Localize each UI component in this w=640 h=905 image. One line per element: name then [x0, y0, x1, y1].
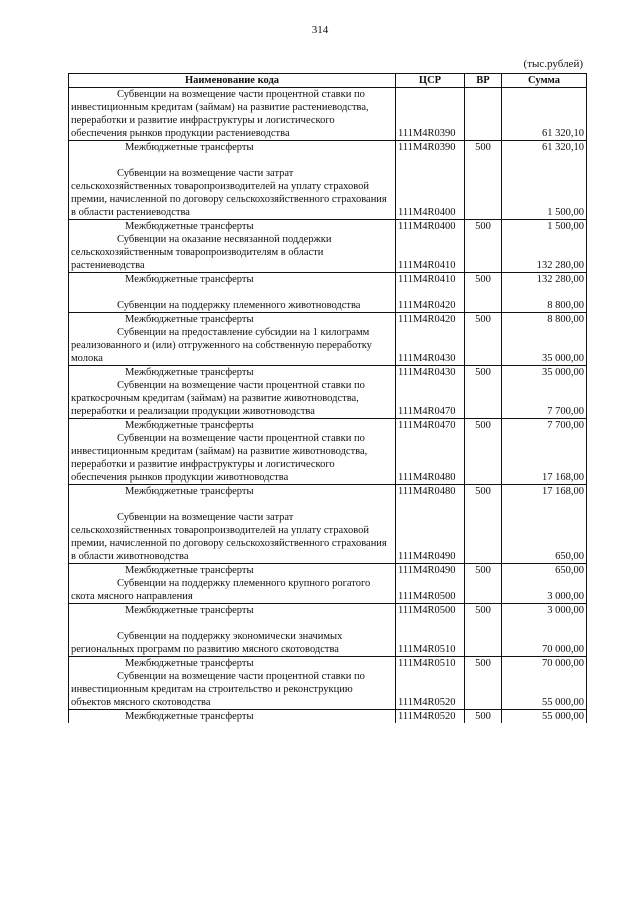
table-row-item — [69, 326, 587, 366]
cell-csr: 111M4R0480 — [396, 485, 465, 499]
cell-vr: 500 — [465, 564, 502, 578]
cell-vr — [465, 154, 502, 220]
cell-name-text: Субвенции на поддержку племенного животноводства — [117, 300, 361, 311]
table-row-transfer — [69, 419, 587, 433]
cell-sum: 8 800,00 — [502, 313, 587, 327]
header-csr: ЦСР — [396, 74, 465, 88]
table-row-transfer — [69, 141, 587, 155]
cell-name — [69, 154, 396, 220]
cell-csr: 111M4R0430 — [396, 326, 465, 366]
cell-name-text: Субвенции на оказание несвязанной поддержки сельскохозяйственным товаропроизводителям в области растениеводства — [71, 234, 332, 271]
cell-vr — [465, 577, 502, 604]
cell-name — [69, 617, 396, 657]
cell-name-text: Межбюджетные трансферты — [125, 274, 254, 285]
cell-name-text: Субвенции на возмещение части процентной ставки по инвестиционным кредитам (займам) на развитие растениеводства, переработки и развитие инфраструктуры и логистического обеспечения рынков продукции растениеводства — [71, 89, 369, 139]
table-row-item — [69, 432, 587, 485]
table-row-item — [69, 154, 587, 220]
table-header — [69, 74, 587, 88]
cell-vr — [465, 617, 502, 657]
cell-csr: 111M4R0420 — [396, 313, 465, 327]
cell-sum: 1 500,00 — [502, 220, 587, 234]
cell-sum: 650,00 — [502, 498, 587, 564]
cell-name — [69, 273, 396, 287]
cell-name-text: Субвенции на поддержку племенного крупного рогатого скота мясного направления — [71, 578, 371, 602]
cell-sum: 55 000,00 — [502, 670, 587, 710]
cell-name-text: Межбюджетные трансферты — [125, 420, 254, 431]
cell-name — [69, 313, 396, 327]
cell-name-text: Субвенции на возмещение части процентной ставки по краткосрочным кредитам (займам) на развитие животноводства, переработки и реализации продукции животноводства — [71, 380, 365, 417]
cell-vr — [465, 286, 502, 313]
cell-sum: 650,00 — [502, 564, 587, 578]
cell-csr: 111M4R0510 — [396, 657, 465, 671]
table-body — [69, 88, 587, 724]
table-row-item — [69, 498, 587, 564]
cell-vr: 500 — [465, 366, 502, 380]
cell-name-text: Субвенции на возмещение части процентной ставки по инвестиционным кредитам (займам) на развитие животноводства, переработки и развитие инфраструктуры и логистического обеспечения рынков продукции животноводства — [71, 433, 368, 483]
cell-name — [69, 379, 396, 419]
cell-csr: 111M4R0400 — [396, 154, 465, 220]
cell-name — [69, 432, 396, 485]
cell-sum: 7 700,00 — [502, 379, 587, 419]
cell-name-text: Межбюджетные трансферты — [125, 142, 254, 153]
cell-sum: 132 280,00 — [502, 273, 587, 287]
cell-name — [69, 564, 396, 578]
cell-csr: 111M4R0390 — [396, 141, 465, 155]
cell-sum: 55 000,00 — [502, 710, 587, 724]
table-row-item — [69, 379, 587, 419]
budget-table — [68, 73, 587, 723]
header-name: Наименование кода — [69, 74, 396, 88]
cell-csr: 111M4R0500 — [396, 604, 465, 618]
cell-csr: 111M4R0490 — [396, 564, 465, 578]
cell-csr: 111M4R0400 — [396, 220, 465, 234]
cell-sum: 1 500,00 — [502, 154, 587, 220]
cell-sum: 35 000,00 — [502, 366, 587, 380]
cell-name-text: Межбюджетные трансферты — [125, 711, 254, 722]
table-row-item — [69, 670, 587, 710]
cell-name-text: Субвенции на возмещение части затрат сельскохозяйственных товаропроизводителей на уплату страховой премии, начисленной по договору сельскохозяйственного страхования в области животноводства — [71, 512, 387, 562]
cell-csr: 111M4R0420 — [396, 286, 465, 313]
cell-name-text: Субвенции на предоставление субсидии на 1 килограмм реализованного и (или) отгруженного на собственную переработку молока — [71, 327, 372, 364]
cell-vr — [465, 432, 502, 485]
cell-sum: 132 280,00 — [502, 233, 587, 273]
cell-name — [69, 604, 396, 618]
cell-sum: 70 000,00 — [502, 617, 587, 657]
cell-name — [69, 286, 396, 313]
cell-vr: 500 — [465, 313, 502, 327]
cell-csr: 111M4R0470 — [396, 379, 465, 419]
units-label: (тыс.рублей) — [523, 58, 583, 70]
cell-csr: 111M4R0410 — [396, 273, 465, 287]
cell-name — [69, 366, 396, 380]
cell-sum: 7 700,00 — [502, 419, 587, 433]
cell-name-text: Межбюджетные трансферты — [125, 486, 254, 497]
cell-name-text: Межбюджетные трансферты — [125, 367, 254, 378]
cell-sum: 3 000,00 — [502, 604, 587, 618]
cell-name — [69, 577, 396, 604]
cell-name — [69, 498, 396, 564]
cell-name — [69, 419, 396, 433]
cell-sum: 3 000,00 — [502, 577, 587, 604]
cell-vr: 500 — [465, 604, 502, 618]
cell-vr — [465, 670, 502, 710]
cell-name — [69, 710, 396, 724]
cell-csr: 111M4R0500 — [396, 577, 465, 604]
cell-csr: 111M4R0520 — [396, 670, 465, 710]
cell-name-text: Межбюджетные трансферты — [125, 658, 254, 669]
cell-vr — [465, 498, 502, 564]
cell-vr — [465, 379, 502, 419]
cell-vr — [465, 326, 502, 366]
cell-csr: 111M4R0390 — [396, 88, 465, 141]
cell-vr: 500 — [465, 141, 502, 155]
cell-vr — [465, 233, 502, 273]
cell-name — [69, 141, 396, 155]
table-row-transfer — [69, 657, 587, 671]
cell-sum: 17 168,00 — [502, 432, 587, 485]
cell-csr: 111M4R0480 — [396, 432, 465, 485]
cell-vr: 500 — [465, 273, 502, 287]
cell-name — [69, 220, 396, 234]
table-row-transfer — [69, 485, 587, 499]
table-row-item — [69, 577, 587, 604]
page-number: 314 — [311, 24, 329, 36]
cell-sum: 17 168,00 — [502, 485, 587, 499]
cell-name-text: Межбюджетные трансферты — [125, 221, 254, 232]
cell-vr: 500 — [465, 485, 502, 499]
cell-csr: 111M4R0520 — [396, 710, 465, 724]
cell-name-text: Межбюджетные трансферты — [125, 565, 254, 576]
cell-sum: 61 320,10 — [502, 141, 587, 155]
cell-vr: 500 — [465, 220, 502, 234]
cell-name-text: Межбюджетные трансферты — [125, 314, 254, 325]
table-row-transfer — [69, 313, 587, 327]
cell-csr: 111M4R0410 — [396, 233, 465, 273]
cell-name-text: Субвенции на поддержку экономически значимых региональных программ по развитию мясного скотоводства — [71, 631, 343, 655]
cell-vr: 500 — [465, 657, 502, 671]
table-row-transfer — [69, 273, 587, 287]
cell-name — [69, 88, 396, 141]
cell-sum: 8 800,00 — [502, 286, 587, 313]
table-row-item — [69, 233, 587, 273]
table-row-item — [69, 88, 587, 141]
table-row-transfer — [69, 220, 587, 234]
cell-sum: 70 000,00 — [502, 657, 587, 671]
cell-csr: 111M4R0490 — [396, 498, 465, 564]
table-row-transfer — [69, 604, 587, 618]
cell-csr: 111M4R0470 — [396, 419, 465, 433]
cell-sum: 35 000,00 — [502, 326, 587, 366]
cell-name — [69, 670, 396, 710]
cell-name-text: Межбюджетные трансферты — [125, 605, 254, 616]
table-row-item — [69, 286, 587, 313]
cell-name-text: Субвенции на возмещение части процентной ставки по инвестиционным кредитам на строительство и реконструкцию объектов мясного скотоводства — [71, 671, 365, 708]
cell-vr: 500 — [465, 419, 502, 433]
table-row-transfer — [69, 710, 587, 724]
table-row-transfer — [69, 564, 587, 578]
table-row-item — [69, 617, 587, 657]
table-row-transfer — [69, 366, 587, 380]
cell-vr: 500 — [465, 710, 502, 724]
cell-csr: 111M4R0430 — [396, 366, 465, 380]
cell-name — [69, 485, 396, 499]
cell-name — [69, 326, 396, 366]
cell-name-text: Субвенции на возмещение части затрат сельскохозяйственных товаропроизводителей на уплату страховой премии, начисленной по договору сельскохозяйственного страхования в области растениеводства — [71, 168, 387, 218]
cell-name — [69, 657, 396, 671]
cell-name — [69, 233, 396, 273]
cell-sum: 61 320,10 — [502, 88, 587, 141]
header-sum: Сумма — [502, 74, 587, 88]
cell-csr: 111M4R0510 — [396, 617, 465, 657]
header-vr: ВР — [465, 74, 502, 88]
cell-vr — [465, 88, 502, 141]
